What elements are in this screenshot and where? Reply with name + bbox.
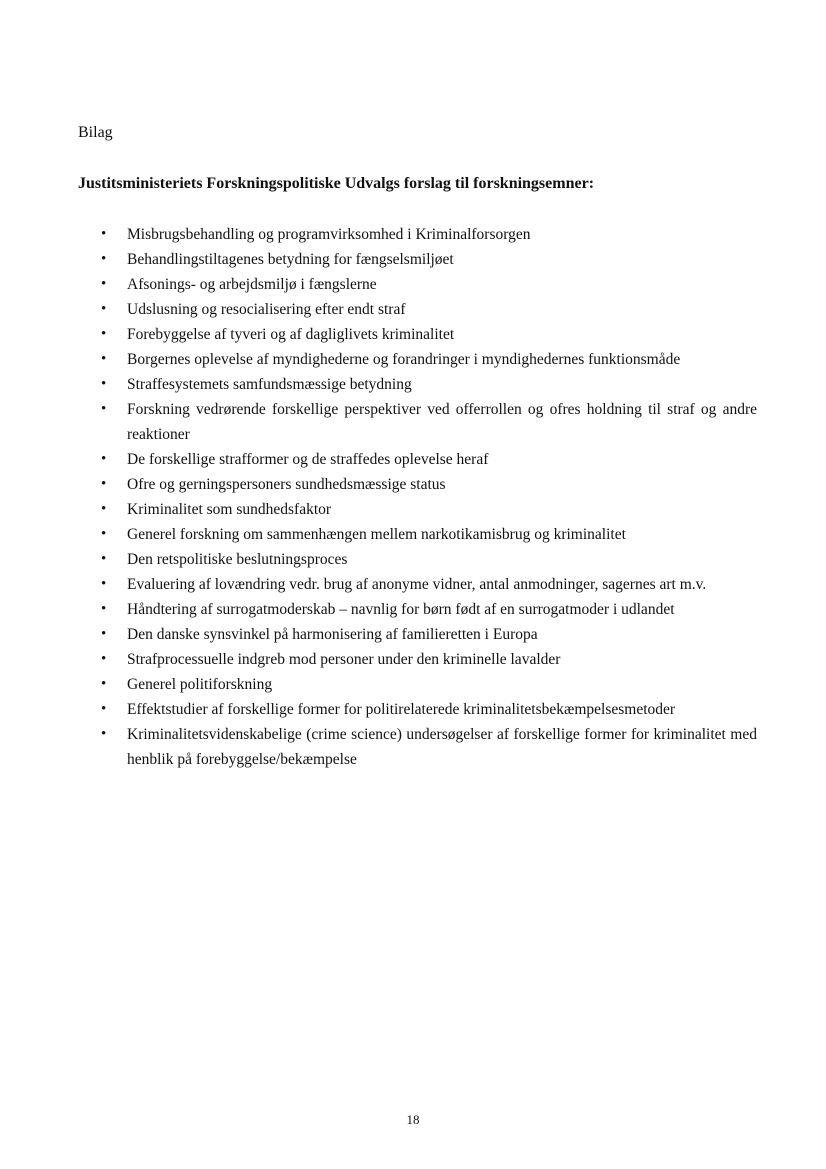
list-item-text: Den danske synsvinkel på harmonisering af familieretten i Europa [127,626,538,643]
list-item-text: Effektstudier af forskellige former for politirelaterede kriminalitetsbekæmpelsesmetoder [127,701,676,718]
list-item [101,647,757,672]
bullet-icon: • [101,651,107,667]
list-item-text: Misbrugsbehandling og programvirksomhed i Kriminalforsorgen [127,226,531,243]
list-item-text: Behandlingstiltagenes betydning for fængselsmiljøet [127,251,454,268]
page-number: 18 [406,1112,420,1127]
bullet-icon: • [101,701,107,717]
bullet-icon: • [101,726,107,742]
bullet-icon: • [101,501,107,517]
list-item-text: Kriminalitetsvidenskabelige (crime science) undersøgelser af forskellige former for kriminalitet med henblik på forebyggelse/bekæmpelse [127,726,757,768]
list-item [101,372,757,397]
bullet-icon: • [101,326,107,342]
bullet-icon: • [101,626,107,642]
bullet-icon: • [101,376,107,392]
list-item [101,597,757,622]
list-item-text: Håndtering af surrogatmoderskab – navnlig for børn født af en surrogatmoder i udlandet [127,601,675,618]
bullet-icon: • [101,351,107,367]
bullet-icon: • [101,676,107,692]
list-item [101,297,757,322]
bullet-icon: • [101,551,107,567]
list-item-text: Generel forskning om sammenhængen mellem narkotikamisbrug og kriminalitet [127,526,626,543]
bullet-icon: • [101,526,107,542]
bullet-icon: • [101,226,107,242]
list-item [101,447,757,472]
list-item [101,347,757,372]
list-item-text: Udslusning og resocialisering efter endt straf [127,301,406,318]
bullet-icon: • [101,301,107,317]
list-item [101,722,757,772]
list-item-text: Strafprocessuelle indgreb mod personer under den kriminelle lavalder [127,651,561,668]
list-item [101,672,757,697]
page-heading: Justitsministeriets Forskningspolitiske Udvalgs forslag til forskningsemner: [78,175,595,192]
list-item [101,572,757,597]
topic-list [101,222,757,772]
list-item [101,247,757,272]
list-item [101,397,757,447]
bullet-icon: • [101,476,107,492]
list-item-text: Afsonings- og arbejdsmiljø i fængslerne [127,276,377,293]
list-item [101,547,757,572]
list-item-text: Forskning vedrørende forskellige perspektiver ved offerrollen og ofres holdning til straf og andre reaktioner [127,401,757,443]
list-item [101,222,757,247]
list-item-text: Forebyggelse af tyveri og af dagliglivets kriminalitet [127,326,455,343]
list-item [101,497,757,522]
list-item [101,322,757,347]
list-item [101,472,757,497]
list-item-text: Den retspolitiske beslutningsproces [127,551,348,568]
section-label: Bilag [78,124,113,141]
bullet-icon: • [101,451,107,467]
list-item-text: Ofre og gerningspersoners sundhedsmæssige status [127,476,446,493]
bullet-icon: • [101,401,107,417]
bullet-icon: • [101,576,107,592]
list-item-text: Straffesystemets samfundsmæssige betydning [127,376,412,393]
bullet-icon: • [101,276,107,292]
list-item [101,697,757,722]
list-item-text: Borgernes oplevelse af myndighederne og forandringer i myndighedernes funktionsmåde [127,351,681,368]
list-item-text: Generel politiforskning [127,676,273,693]
bullet-icon: • [101,601,107,617]
list-item [101,522,757,547]
list-item-text: Evaluering af lovændring vedr. brug af anonyme vidner, antal anmodninger, sagernes art m.v. [127,576,707,593]
list-item-text: De forskellige strafformer og de straffedes oplevelse heraf [127,451,489,468]
list-item [101,272,757,297]
bullet-icon: • [101,251,107,267]
list-item [101,622,757,647]
list-item-text: Kriminalitet som sundhedsfaktor [127,501,332,518]
